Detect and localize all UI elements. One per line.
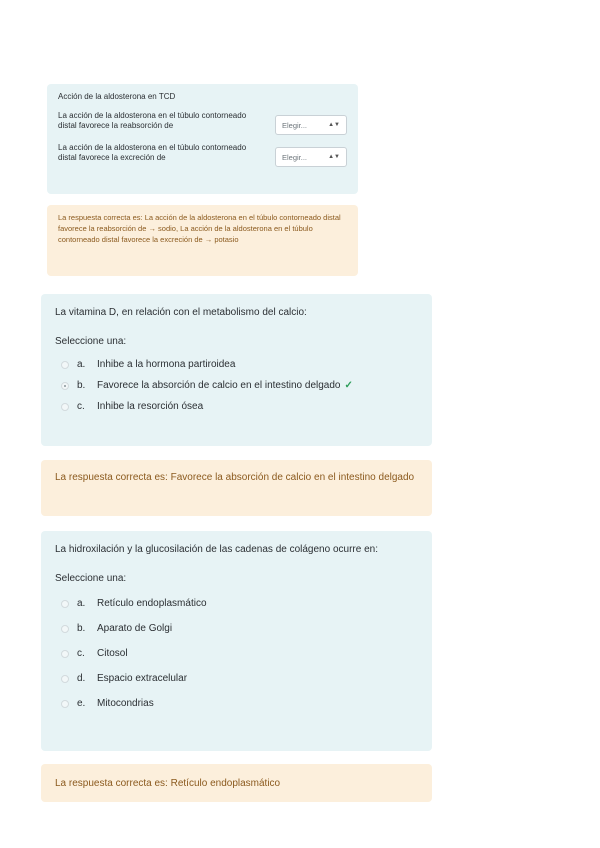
answer-option[interactable] <box>55 591 418 616</box>
option-label: Inhibe la resorción ósea <box>97 401 204 412</box>
match-text: La acción de la aldosterona en el túbulo contorneado distal favorece la excreción de <box>58 143 247 162</box>
select-value: Elegir... <box>282 152 308 162</box>
radio-button[interactable] <box>61 403 69 411</box>
match-row <box>58 143 347 167</box>
answer-option[interactable] <box>55 396 418 417</box>
match-row <box>58 111 347 135</box>
match-text: La acción de la aldosterona en el túbulo contorneado distal favorece la reabsorción de <box>58 111 247 130</box>
radio-button[interactable] <box>61 675 69 683</box>
radio-button[interactable] <box>61 625 69 633</box>
option-label: Aparato de Golgi <box>97 623 173 634</box>
option-label: Inhibe a la hormona partiroidea <box>97 359 236 370</box>
answer-option[interactable] <box>55 375 418 396</box>
option-letter: b. <box>77 623 86 634</box>
question-text: La vitamina D, en relación con el metabolismo del calcio: <box>55 307 307 318</box>
option-letter: b. <box>77 380 86 391</box>
feedback-correct-answer: La respuesta correcta es: La acción de la aldosterona en el túbulo contorneado distal favorece la reabsorción de → sodio, La acción de la aldosterona en el túbulo contorneado distal favorece la excreción de → potasio <box>47 205 358 276</box>
option-letter: e. <box>77 698 86 709</box>
answer-option[interactable] <box>55 666 418 691</box>
option-letter: a. <box>77 598 86 609</box>
correct-check-icon: ✓ <box>344 380 353 391</box>
select-prompt: Seleccione una: <box>55 573 127 584</box>
radio-button[interactable] <box>61 361 69 369</box>
radio-button[interactable] <box>61 650 69 658</box>
answer-select[interactable] <box>275 147 347 167</box>
select-arrows-icon: ▲▼ <box>328 122 340 128</box>
question-text: La hidroxilación y la glucosilación de las cadenas de colágeno ocurre en: <box>55 544 378 555</box>
question-matching-card <box>47 84 358 194</box>
option-label: Espacio extracelular <box>97 673 188 684</box>
answer-option[interactable] <box>55 691 418 716</box>
question-multichoice-card <box>41 294 432 446</box>
question-title: Acción de la aldosterona en TCD <box>58 92 176 101</box>
answer-option[interactable] <box>55 641 418 666</box>
option-letter: c. <box>77 648 85 659</box>
feedback-correct-answer: La respuesta correcta es: Favorece la absorción de calcio en el intestino delgado <box>41 460 432 516</box>
option-letter: d. <box>77 673 86 684</box>
option-letter: a. <box>77 359 86 370</box>
option-label: Retículo endoplasmático <box>97 598 207 609</box>
feedback-correct-answer <box>41 764 432 802</box>
option-label: Mitocondrias <box>97 698 154 709</box>
radio-button[interactable] <box>61 600 69 608</box>
radio-button-selected[interactable] <box>61 382 69 390</box>
answer-option[interactable] <box>55 616 418 641</box>
feedback-text: La respuesta correcta es: Retículo endoplasmático <box>55 777 281 789</box>
radio-button[interactable] <box>61 700 69 708</box>
question-multichoice-card <box>41 531 432 751</box>
answer-select[interactable] <box>275 115 347 135</box>
select-prompt: Seleccione una: <box>55 336 127 347</box>
select-arrows-icon: ▲▼ <box>328 154 340 160</box>
select-value: Elegir... <box>282 120 308 130</box>
option-letter: c. <box>77 401 85 412</box>
option-label: Favorece la absorción de calcio en el intestino delgado <box>97 380 341 391</box>
option-label: Citosol <box>97 648 128 659</box>
answer-option[interactable] <box>55 354 418 375</box>
